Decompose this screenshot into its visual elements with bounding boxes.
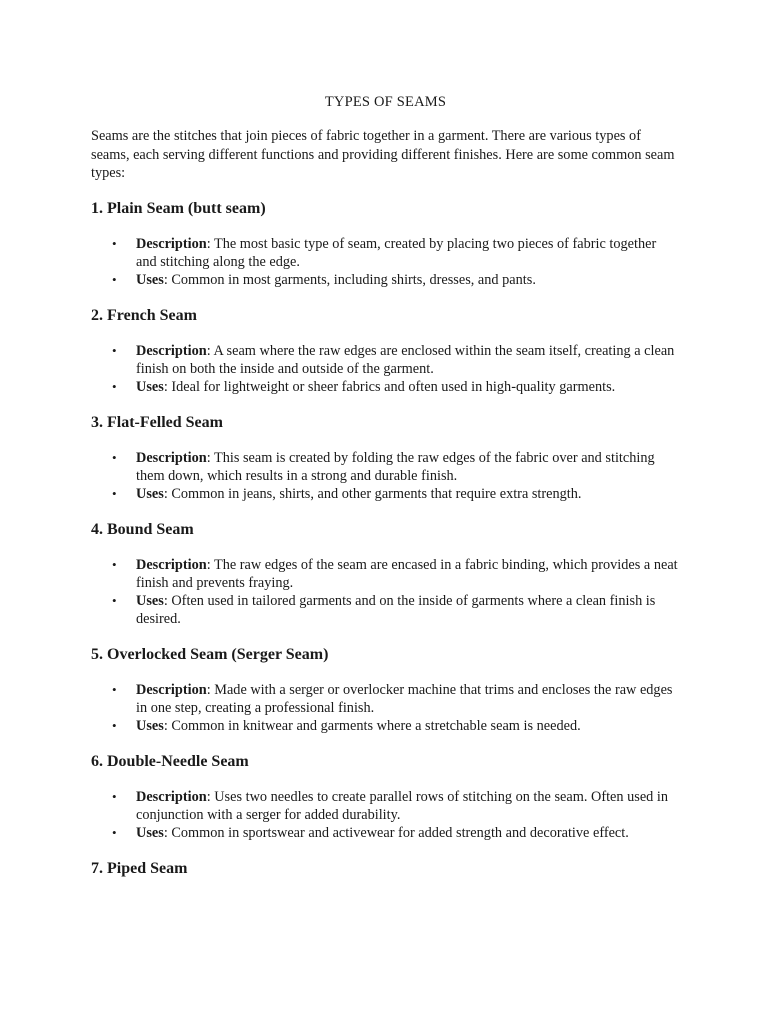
list-item [91, 592, 680, 628]
section-heading: 2. French Seam [91, 306, 197, 324]
bullet-icon: • [112, 556, 117, 572]
item-label: Description [136, 681, 207, 698]
item-label: Description [136, 342, 207, 359]
document-title: TYPES OF SEAMS [324, 94, 447, 110]
bullet-list [91, 342, 680, 396]
bullet-icon: • [112, 717, 117, 733]
list-item [91, 342, 680, 378]
seam-sections [91, 199, 680, 879]
item-text: : Common in most garments, including shirts, dresses, and pants. [163, 271, 536, 288]
section-heading: 7. Piped Seam [91, 859, 188, 877]
bullet-icon: • [112, 592, 117, 608]
list-item [91, 378, 680, 396]
intro-paragraph: Seams are the stitches that join pieces of fabric together in a garment. There are various types of seams, each serving different functions and providing different finishes. Here are some common seam types: [91, 128, 675, 181]
seam-section [91, 199, 680, 289]
bullet-list [91, 449, 680, 503]
seam-section [91, 752, 680, 842]
list-item [91, 449, 680, 485]
item-text: : Common in sportswear and activewear for added strength and decorative effect. [163, 824, 629, 841]
bullet-list [91, 681, 680, 735]
list-item [91, 681, 680, 717]
item-text: : Common in knitwear and garments where a stretchable seam is needed. [163, 717, 581, 734]
item-text: : Made with a serger or overlocker machine that trims and encloses the raw edges in one step, creating a professional finish. [136, 681, 673, 716]
seam-section [91, 859, 680, 879]
bullet-icon: • [112, 681, 117, 697]
item-label: Description [136, 788, 207, 805]
seam-section [91, 645, 680, 735]
item-text: : Uses two needles to create parallel rows of stitching on the seam. Often used in conjunction with a serger for added durability. [136, 788, 669, 823]
item-label: Uses [136, 485, 164, 502]
list-item [91, 824, 680, 842]
bullet-list [91, 556, 680, 628]
seam-section [91, 413, 680, 503]
item-text: : Common in jeans, shirts, and other garments that require extra strength. [163, 485, 582, 502]
item-label: Uses [136, 271, 164, 288]
section-heading: 1. Plain Seam (butt seam) [91, 199, 266, 217]
bullet-icon: • [112, 378, 117, 394]
list-item [91, 485, 680, 503]
item-label: Uses [136, 717, 164, 734]
item-text: : The most basic type of seam, created by placing two pieces of fabric together and stitching along the edge. [136, 235, 657, 270]
list-item [91, 788, 680, 824]
section-heading: 5. Overlocked Seam (Serger Seam) [91, 645, 329, 663]
bullet-icon: • [112, 342, 117, 358]
item-text: : The raw edges of the seam are encased in a fabric binding, which provides a neat finish and prevents fraying. [136, 556, 678, 591]
list-item [91, 235, 680, 271]
bullet-icon: • [112, 449, 117, 465]
list-item [91, 717, 680, 735]
bullet-icon: • [112, 788, 117, 804]
seam-section [91, 306, 680, 396]
seam-section [91, 520, 680, 628]
section-heading: 3. Flat-Felled Seam [91, 413, 223, 431]
bullet-list [91, 788, 680, 842]
bullet-list [91, 235, 680, 289]
item-text: : A seam where the raw edges are enclosed within the seam itself, creating a clean finish on both the inside and outside of the garment. [136, 342, 675, 377]
item-text: : This seam is created by folding the raw edges of the fabric over and stitching them down, which results in a strong and durable finish. [136, 449, 655, 484]
item-label: Uses [136, 592, 164, 609]
bullet-icon: • [112, 271, 117, 287]
list-item [91, 556, 680, 592]
item-label: Description [136, 235, 207, 252]
section-heading: 6. Double-Needle Seam [91, 752, 249, 770]
item-text: : Often used in tailored garments and on the inside of garments where a clean finish is desired. [136, 592, 656, 627]
bullet-icon: • [112, 824, 117, 840]
item-label: Description [136, 556, 207, 573]
bullet-icon: • [112, 235, 117, 251]
item-text: : Ideal for lightweight or sheer fabrics and often used in high-quality garments. [163, 378, 616, 395]
section-heading: 4. Bound Seam [91, 520, 194, 538]
list-item [91, 271, 680, 289]
bullet-icon: • [112, 485, 117, 501]
item-label: Description [136, 449, 207, 466]
item-label: Uses [136, 824, 164, 841]
item-label: Uses [136, 378, 164, 395]
